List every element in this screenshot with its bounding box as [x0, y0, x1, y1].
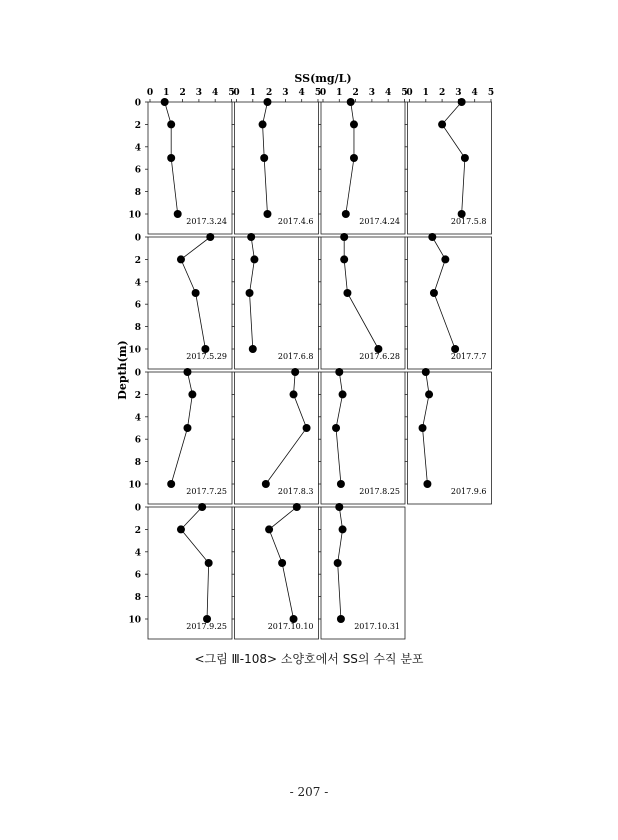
data-point	[263, 210, 271, 218]
data-point	[340, 255, 348, 263]
data-point	[183, 368, 191, 376]
x-tick-label: 5	[228, 88, 235, 98]
y-tick-label: 0	[134, 98, 141, 109]
panel-date-label: 2017.6.8	[277, 352, 314, 361]
data-point	[334, 559, 342, 567]
data-point	[337, 480, 345, 488]
data-point	[246, 289, 254, 297]
panel	[128, 368, 232, 504]
y-tick-label: 2	[134, 525, 141, 536]
data-point	[343, 289, 351, 297]
data-point	[265, 525, 273, 533]
y-tick-label: 0	[134, 233, 141, 244]
y-tick-label: 2	[134, 255, 141, 266]
panel-date-label: 2017.4.24	[359, 217, 400, 226]
y-tick-label: 0	[134, 503, 141, 514]
data-point	[206, 233, 214, 241]
panel	[318, 88, 408, 234]
panel-date-label: 2017.7.7	[450, 352, 487, 361]
panel-date-label: 2017.6.28	[359, 352, 400, 361]
data-point	[342, 210, 350, 218]
x-tick-label: 1	[249, 88, 256, 98]
panel	[128, 88, 234, 234]
panel	[128, 503, 232, 639]
data-point	[335, 368, 343, 376]
panel-date-label: 2017.3.24	[186, 217, 227, 226]
y-tick-label: 8	[134, 323, 141, 334]
panel-date-label: 2017.9.25	[186, 622, 227, 631]
panel-frame	[148, 237, 232, 369]
data-point	[183, 424, 191, 432]
y-tick-label: 2	[134, 120, 141, 131]
y-axis-label: Depth(m)	[116, 340, 129, 400]
x-tick-label: 4	[298, 88, 305, 98]
y-tick-label: 4	[134, 278, 141, 289]
data-point	[177, 255, 185, 263]
panel-frame	[148, 507, 232, 639]
figure-caption: <그림 Ⅲ-108> 소양호에서 SS의 수직 분포	[194, 652, 424, 666]
data-point	[425, 390, 433, 398]
panel	[405, 368, 492, 504]
panel-date-label: 2017.8.3	[277, 487, 314, 496]
data-point	[293, 503, 301, 511]
y-tick-label: 10	[128, 345, 141, 356]
data-point	[332, 424, 340, 432]
data-point	[423, 480, 431, 488]
data-point	[441, 255, 449, 263]
x-tick-label: 0	[319, 88, 327, 98]
data-point	[174, 210, 182, 218]
panel-frame	[408, 102, 492, 234]
x-tick-label: 4	[385, 88, 392, 98]
y-tick-label: 2	[134, 390, 141, 401]
data-point	[419, 424, 427, 432]
panel	[232, 368, 319, 504]
data-point	[430, 289, 438, 297]
x-tick-label: 2	[179, 88, 186, 98]
panel	[405, 233, 492, 369]
profile-line	[266, 372, 307, 484]
y-tick-label: 0	[134, 368, 141, 379]
panel-frame	[321, 102, 405, 234]
x-tick-label: 1	[422, 88, 429, 98]
panel	[318, 503, 405, 639]
panel-date-label: 2017.10.10	[267, 622, 314, 631]
panel-date-label: 2017.4.6	[277, 217, 314, 226]
data-point	[249, 345, 257, 353]
x-tick-label: 3	[368, 88, 376, 98]
data-point	[340, 233, 348, 241]
y-tick-label: 6	[134, 300, 141, 311]
data-point	[177, 525, 185, 533]
panel	[232, 233, 319, 369]
panel-frame	[148, 102, 232, 234]
y-tick-label: 10	[128, 210, 141, 221]
panel-date-label: 2017.7.25	[186, 487, 227, 496]
data-point	[461, 154, 469, 162]
x-tick-label: 2	[352, 88, 359, 98]
y-tick-label: 4	[134, 413, 141, 424]
x-tick-label: 1	[336, 88, 343, 98]
panel-date-label: 2017.9.6	[450, 487, 487, 496]
panel	[232, 503, 319, 639]
data-point	[458, 98, 466, 106]
y-tick-label: 6	[134, 435, 141, 446]
x-tick-label: 4	[212, 88, 219, 98]
x-tick-label: 2	[265, 88, 273, 98]
chart-title: SS(mg/L)	[294, 72, 352, 85]
data-point	[167, 154, 175, 162]
panel-frame	[321, 507, 405, 639]
x-tick-label: 0	[146, 88, 154, 98]
panel-frame	[235, 507, 319, 639]
y-tick-label: 10	[128, 480, 141, 491]
data-point	[247, 233, 255, 241]
panel-date-label: 2017.8.25	[359, 487, 400, 496]
page-number: - 207 -	[289, 785, 329, 799]
panel-frame	[321, 372, 405, 504]
panel-frame	[321, 237, 405, 369]
x-tick-label: 2	[438, 88, 446, 98]
panel	[232, 88, 322, 234]
data-point	[438, 120, 446, 128]
x-tick-label: 1	[163, 88, 170, 98]
data-point	[161, 98, 169, 106]
data-point	[167, 120, 175, 128]
y-tick-label: 6	[134, 165, 141, 176]
x-tick-label: 0	[233, 88, 240, 98]
data-point	[259, 120, 267, 128]
panel	[128, 233, 232, 369]
panel	[405, 88, 495, 234]
data-point	[339, 390, 347, 398]
data-point	[303, 424, 311, 432]
x-tick-label: 5	[314, 88, 322, 98]
data-point	[250, 255, 258, 263]
data-point	[335, 503, 343, 511]
y-tick-label: 6	[134, 570, 141, 581]
x-tick-label: 4	[471, 88, 478, 98]
data-point	[192, 289, 200, 297]
y-tick-label: 8	[134, 593, 141, 604]
panel-frame	[408, 372, 492, 504]
data-point	[290, 390, 298, 398]
x-tick-label: 5	[401, 88, 408, 98]
data-point	[350, 120, 358, 128]
data-point	[422, 368, 430, 376]
y-tick-label: 4	[134, 548, 141, 559]
data-point	[262, 480, 270, 488]
data-point	[198, 503, 206, 511]
panel-frame	[235, 372, 319, 504]
y-tick-label: 10	[128, 615, 141, 626]
y-tick-label: 8	[134, 458, 141, 469]
data-point	[260, 154, 268, 162]
x-tick-label: 3	[195, 88, 203, 98]
x-tick-label: 0	[406, 88, 413, 98]
panel-date-label: 2017.10.31	[354, 622, 400, 631]
x-tick-label: 3	[282, 88, 289, 98]
panel	[318, 368, 405, 504]
panel-date-label: 2017.5.8	[450, 217, 487, 226]
data-point	[347, 98, 355, 106]
data-point	[337, 615, 345, 623]
x-tick-label: 5	[487, 88, 495, 98]
data-point	[278, 559, 286, 567]
data-point	[263, 98, 271, 106]
panel-date-label: 2017.5.29	[186, 352, 227, 361]
profile-line	[181, 507, 209, 619]
panel-frame	[235, 102, 319, 234]
y-tick-label: 4	[134, 143, 141, 154]
x-tick-label: 3	[455, 88, 462, 98]
data-point	[205, 559, 213, 567]
panel-frame	[408, 237, 492, 369]
panel	[318, 233, 405, 369]
data-point	[291, 368, 299, 376]
data-point	[188, 390, 196, 398]
data-point	[339, 525, 347, 533]
data-point	[350, 154, 358, 162]
data-point	[428, 233, 436, 241]
panel-frame	[235, 237, 319, 369]
y-tick-label: 8	[134, 188, 141, 199]
data-point	[167, 480, 175, 488]
